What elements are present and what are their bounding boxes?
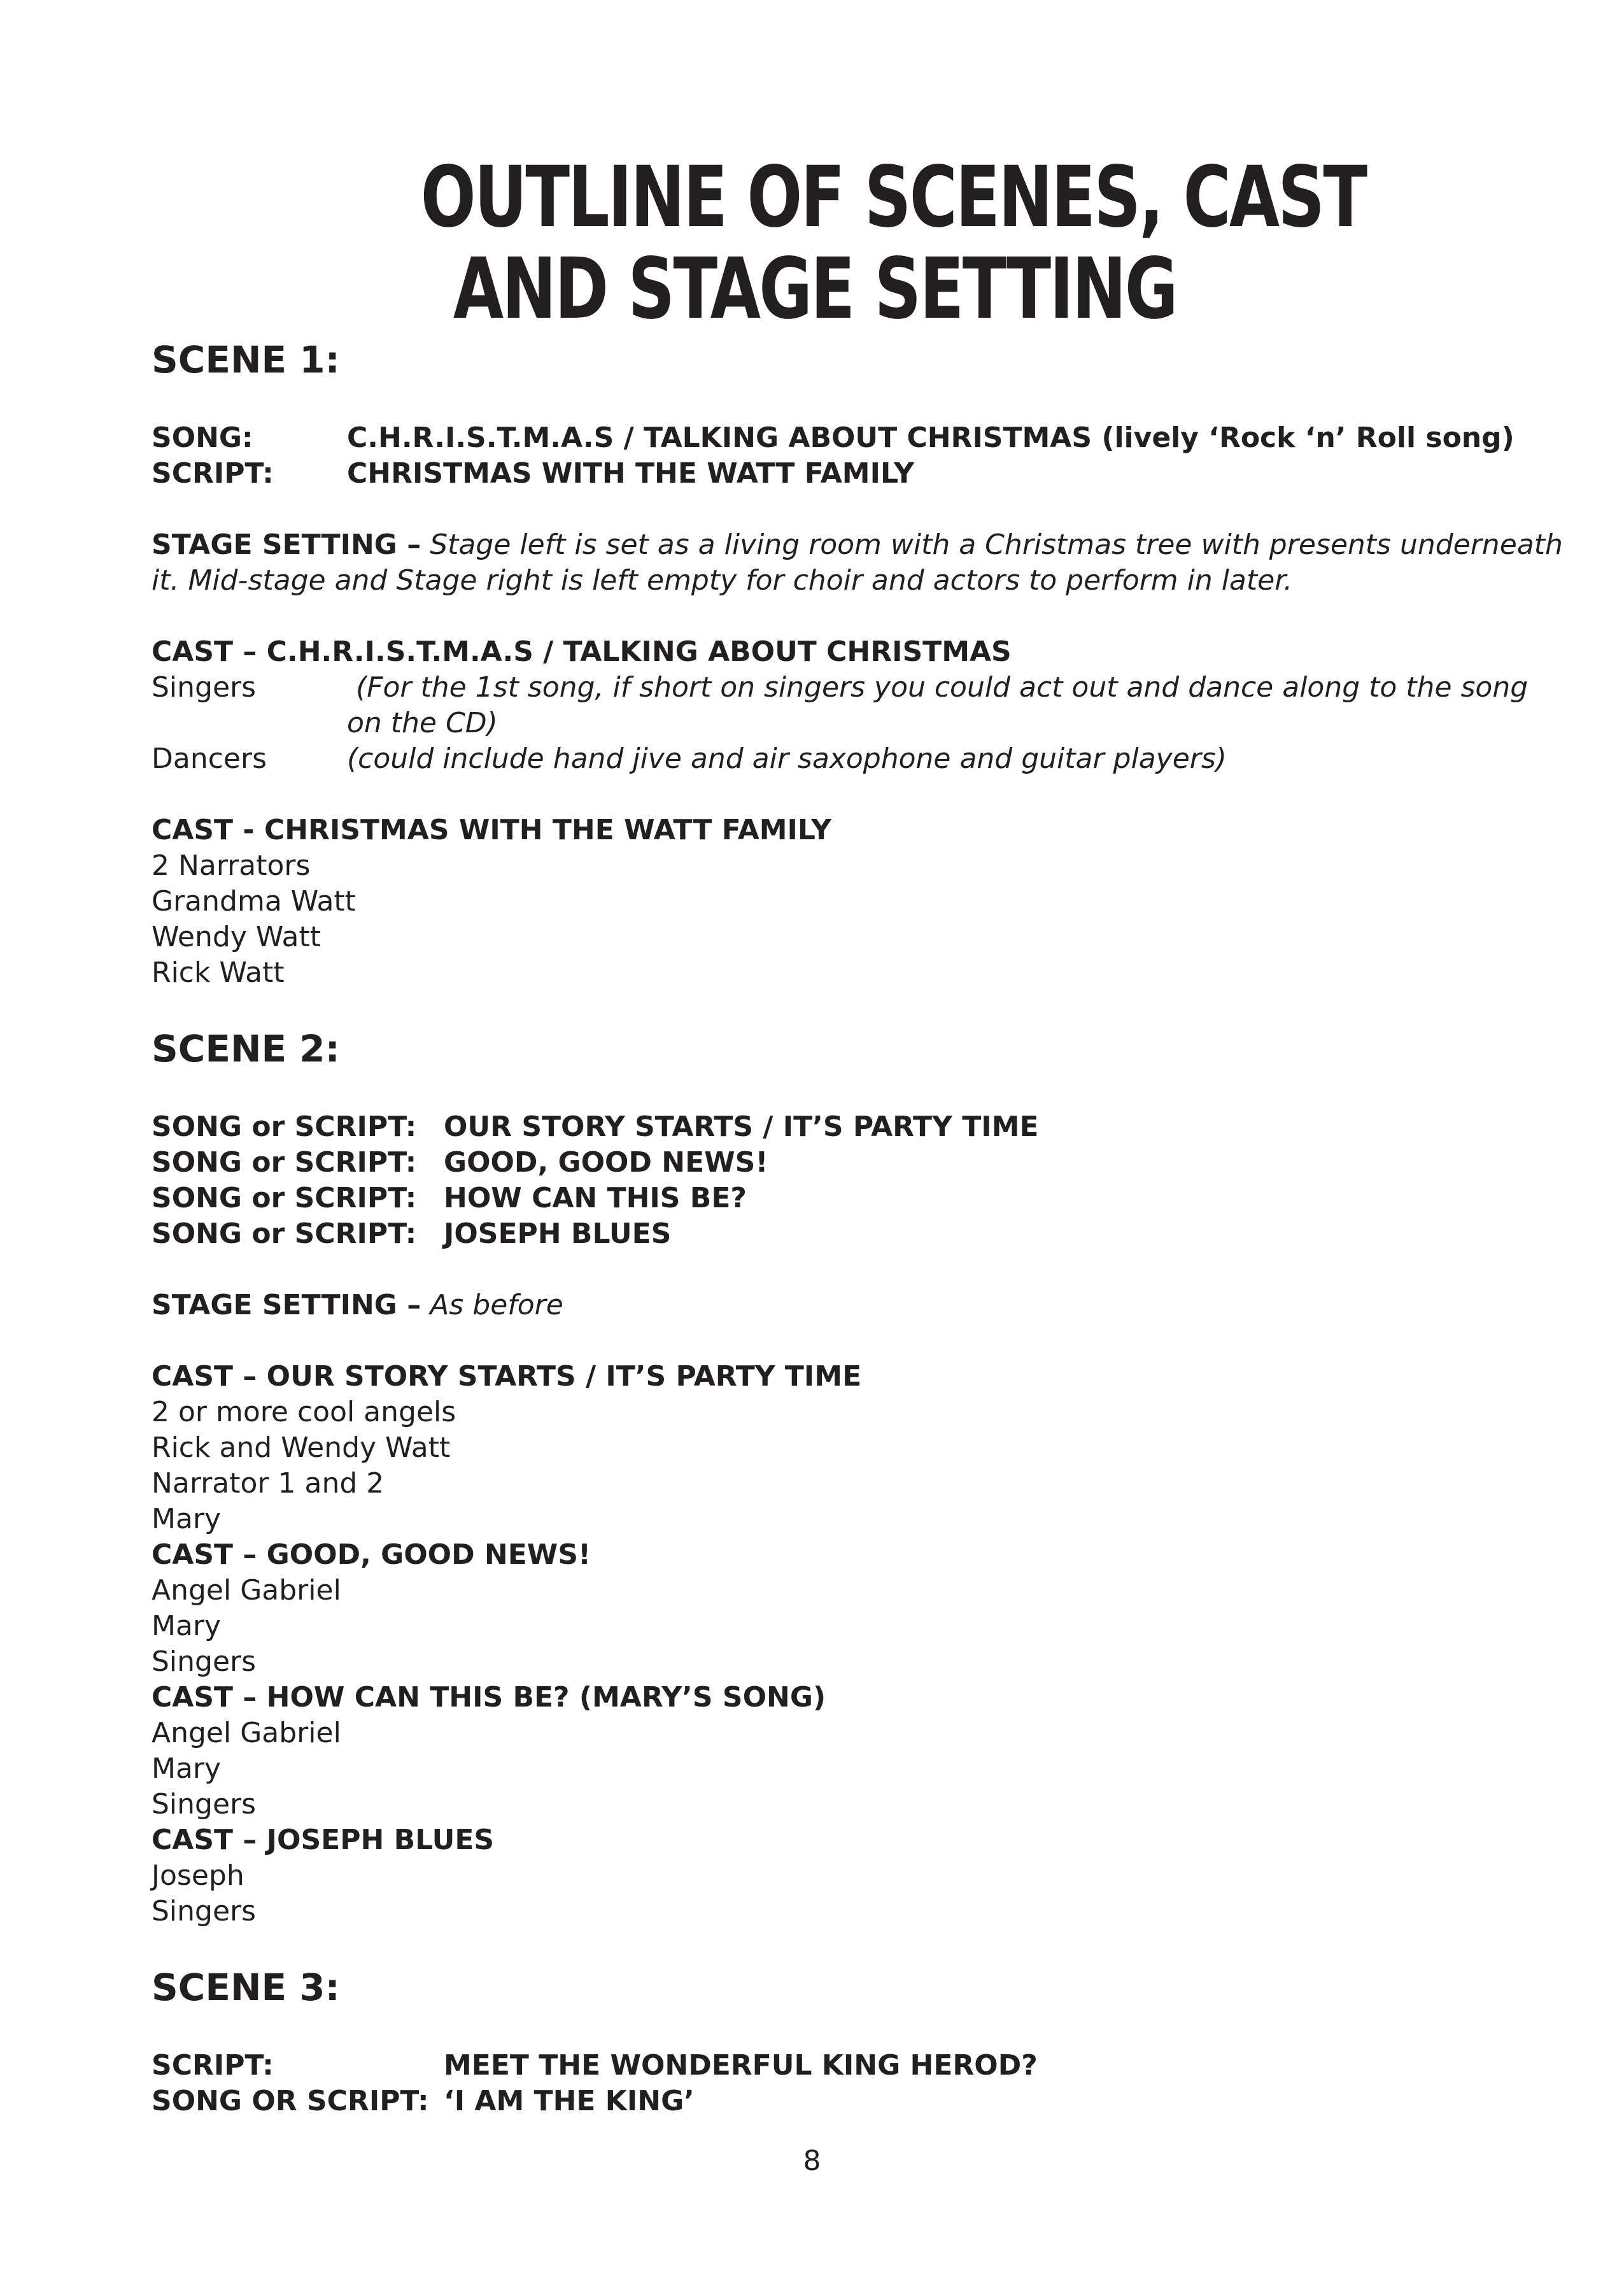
item-value: MEET THE WONDERFUL KING HEROD? [444,2049,1038,2082]
item-label: SONG OR SCRIPT: [152,2085,429,2117]
cast-heading: CAST – OUR STORY STARTS / IT’S PARTY TIME [152,1360,862,1393]
stage-setting-label: STAGE SETTING – [152,529,421,561]
cast-note: (could include hand jive and air saxophone and guitar players) [347,742,1227,775]
stage-setting-label: STAGE SETTING – [152,1289,421,1321]
script-value: CHRISTMAS WITH THE WATT FAMILY [347,457,914,490]
stage-setting-text-2: it. Mid-stage and Stage right is left empty for choir and actors to perform in later. [152,564,1293,597]
item-value: HOW CAN THIS BE? [444,1182,747,1214]
cast-member: Singers [152,1895,257,1928]
cast-row-singers [152,670,1529,706]
cast-heading: CAST – GOOD, GOOD NEWS! [152,1538,591,1571]
cast-member: Rick and Wendy Watt [152,1431,451,1464]
item-value: JOSEPH BLUES [444,1218,672,1250]
cast-member: Narrator 1 and 2 [152,1467,385,1500]
script-label: SCRIPT: [152,457,274,490]
cast-member: Joseph [152,1859,244,1892]
cast-heading: CAST – HOW CAN THIS BE? (MARY’S SONG) [152,1681,826,1714]
cast-member: 2 or more cool angels [152,1396,456,1428]
page-number: 8 [803,2145,821,2177]
cast-member: Singers [152,1788,257,1821]
cast-heading: CAST - CHRISTMAS WITH THE WATT FAMILY [152,814,831,846]
cast-member: Grandma Watt [152,885,356,918]
page-title [420,148,1366,338]
cast-role: Singers [152,671,257,704]
item-label: SONG or SCRIPT: [152,1218,417,1250]
song-label: SONG: [152,422,253,454]
cast-member: Singers [152,1645,257,1678]
cast-note: (For the 1st song, if short on singers you could act out and dance along to the song [347,671,1529,704]
cast-member: Angel Gabriel [152,1574,341,1607]
scene-1-stage-setting [152,527,1563,563]
cast-member: Mary [152,1752,222,1785]
cast-row-dancers [152,741,1227,777]
cast-role: Dancers [152,742,267,775]
title-line-2: AND STAGE SETTING [453,240,1177,338]
item-label: SCRIPT: [152,2049,274,2082]
stage-setting-text: As before [430,1289,563,1321]
scene-2-stage-setting [152,1288,563,1323]
scene-1-heading: SCENE 1: [152,338,340,381]
title-line-1: OUTLINE OF SCENES, CAST [420,148,1366,246]
cast-member: Wendy Watt [152,921,321,953]
item-value: OUR STORY STARTS / IT’S PARTY TIME [444,1111,1039,1143]
cast-member: Mary [152,1503,222,1535]
song-value: C.H.R.I.S.T.M.A.S / TALKING ABOUT CHRISTMAS (lively ‘Rock ‘n’ Roll song) [347,422,1515,454]
scene-2-heading: SCENE 2: [152,1027,340,1070]
item-value: ‘I AM THE KING’ [444,2085,695,2117]
cast-member: Angel Gabriel [152,1717,341,1749]
cast-note: on the CD) [347,707,498,739]
cast-member: Mary [152,1610,222,1642]
cast-member: 2 Narrators [152,849,311,882]
item-label: SONG or SCRIPT: [152,1182,417,1214]
cast-heading: CAST – C.H.R.I.S.T.M.A.S / TALKING ABOUT CHRISTMAS [152,635,1012,668]
item-value: GOOD, GOOD NEWS! [444,1146,768,1179]
item-label: SONG or SCRIPT: [152,1146,417,1179]
cast-heading: CAST – JOSEPH BLUES [152,1824,495,1856]
stage-setting-text-1: Stage left is set as a living room with a Christmas tree with presents underneath [430,529,1563,561]
item-label: SONG or SCRIPT: [152,1111,417,1143]
scene-3-heading: SCENE 3: [152,1966,340,2009]
cast-member: Rick Watt [152,956,285,989]
